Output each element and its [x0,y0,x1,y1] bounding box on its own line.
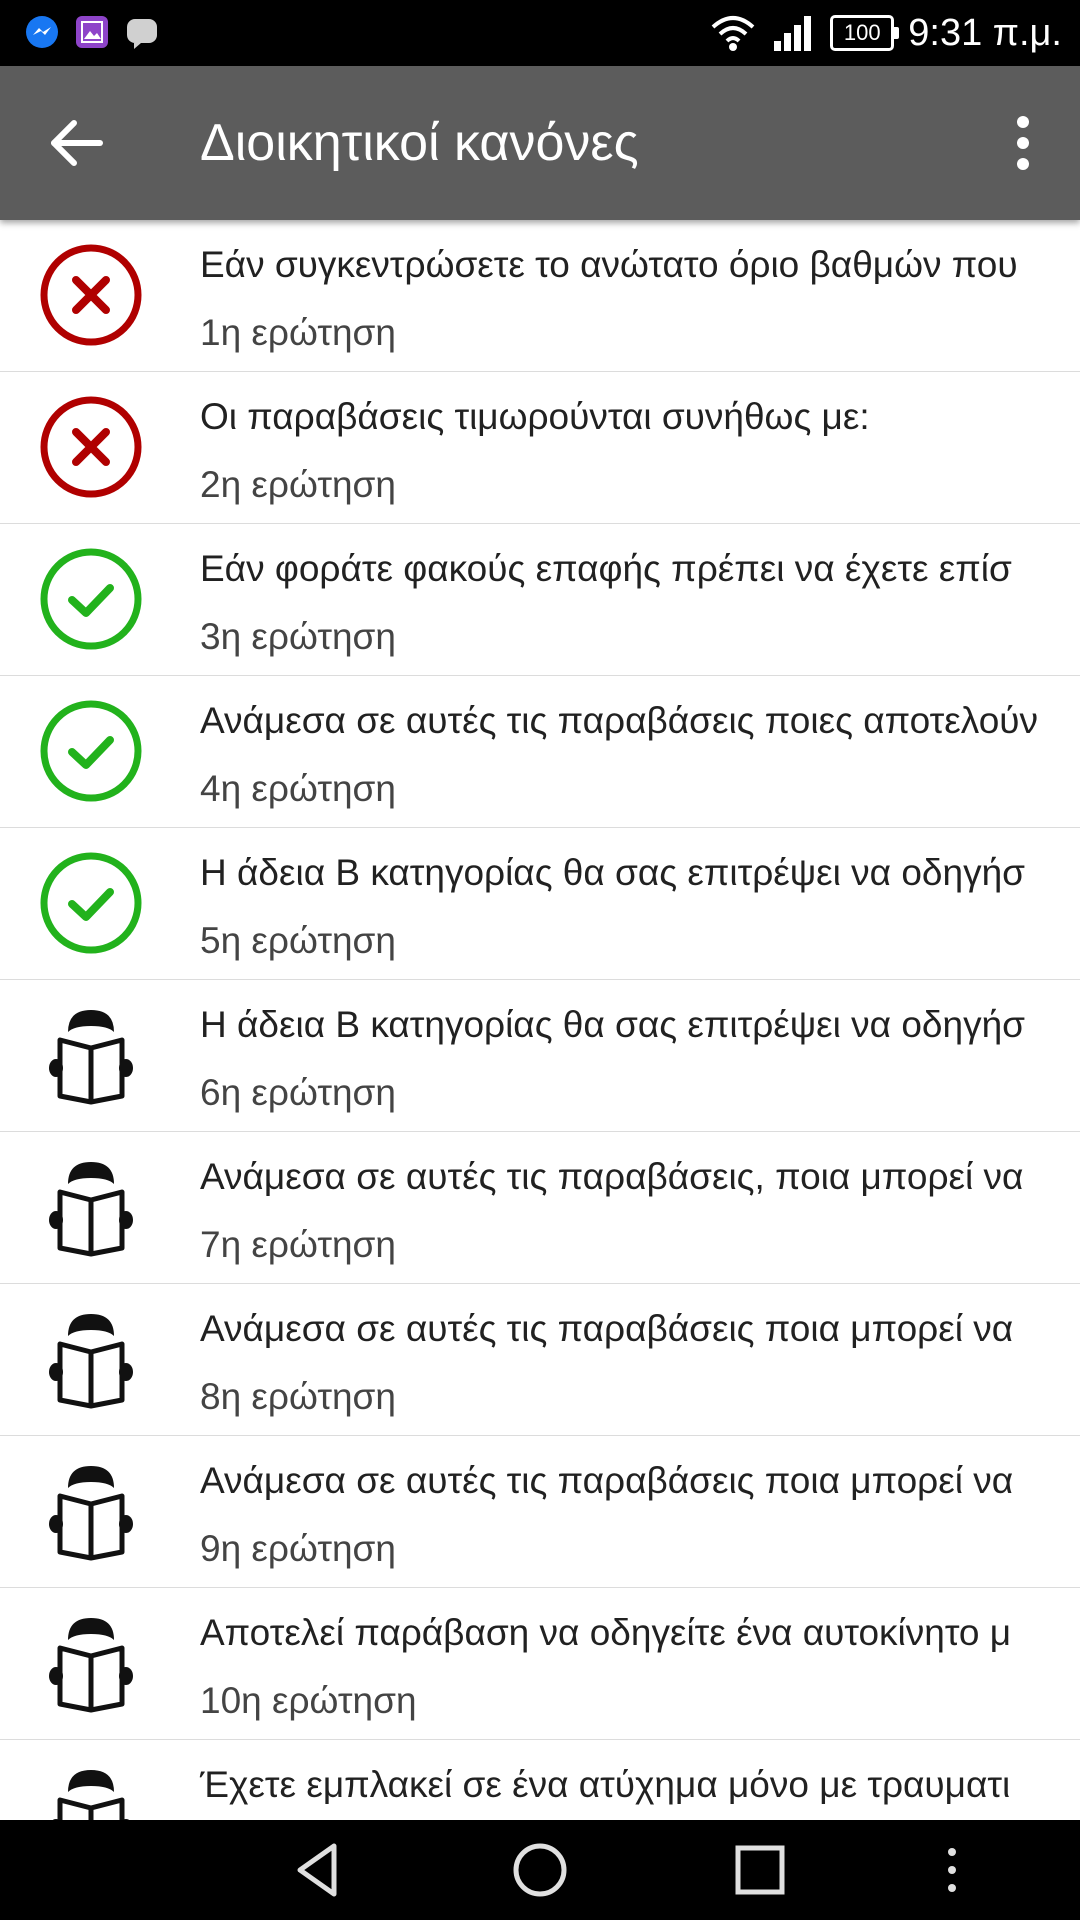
question-row[interactable] [0,524,1080,676]
correct-answer-icon [38,546,144,652]
nav-back-icon[interactable] [288,1838,352,1902]
wrong-answer-icon [38,242,144,348]
question-text: Έχετε εμπλακεί σε ένα ατύχημα μόνο με τραυματι [200,1764,1011,1805]
signal-icon [772,13,816,53]
reader-icon [38,1458,144,1564]
question-row[interactable] [0,828,1080,980]
question-number: 2η ερώτηση [200,464,396,505]
question-row[interactable] [0,1436,1080,1588]
question-number: 8η ερώτηση [200,1376,396,1417]
correct-answer-icon [38,850,144,956]
question-number: 9η ερώτηση [200,1528,396,1569]
question-number: 7η ερώτηση [200,1224,396,1265]
message-icon [124,14,160,50]
question-number: 3η ερώτηση [200,616,396,657]
gallery-icon [74,14,110,50]
question-row[interactable] [0,1132,1080,1284]
back-arrow-icon[interactable] [40,106,114,180]
nav-home-icon[interactable] [508,1838,572,1902]
correct-answer-icon [38,698,144,804]
nav-recents-icon[interactable] [728,1838,792,1902]
question-number: 4η ερώτηση [200,768,396,809]
question-number: 1η ερώτηση [200,312,396,353]
question-row[interactable] [0,980,1080,1132]
question-row[interactable] [0,1284,1080,1436]
wifi-icon [708,13,758,53]
reader-icon [38,1610,144,1716]
more-options-icon[interactable] [986,106,1060,180]
reader-icon [38,1002,144,1108]
battery-icon: 100 [830,15,894,51]
question-text: Ανάμεσα σε αυτές τις παραβάσεις ποια μπορεί να [200,1308,1014,1349]
question-text: Εάν φοράτε φακούς επαφής πρέπει να έχετε επίσ [200,548,1012,589]
question-row[interactable] [0,676,1080,828]
nav-menu-icon[interactable] [920,1838,984,1902]
question-text: Ανάμεσα σε αυτές τις παραβάσεις ποια μπορεί να [200,1460,1014,1501]
question-text: Εάν συγκεντρώσετε το ανώτατο όριο βαθμών που [200,244,1018,285]
wrong-answer-icon [38,394,144,500]
question-number: 5η ερώτηση [200,920,396,961]
app-bar [0,66,1080,220]
question-row[interactable] [0,1588,1080,1740]
question-text: Οι παραβάσεις τιμωρούνται συνήθως με: [200,396,870,437]
question-number: 10η ερώτηση [200,1680,417,1721]
status-bar [0,0,1080,66]
question-number: 6η ερώτηση [200,1072,396,1113]
question-text: Ανάμεσα σε αυτές τις παραβάσεις, ποια μπορεί να [200,1156,1024,1197]
question-row[interactable] [0,220,1080,372]
question-list[interactable] [0,220,1080,1820]
question-text: Ανάμεσα σε αυτές τις παραβάσεις ποιες αποτελούν [200,700,1039,741]
reader-icon [38,1306,144,1412]
question-text: Η άδεια Β κατηγορίας θα σας επιτρέψει να οδηγήσ [200,852,1026,893]
status-time: 9:31 π.μ. [908,11,1062,54]
reader-icon [38,1154,144,1260]
messenger-icon [24,14,60,50]
navigation-bar [0,1820,1080,1920]
question-text: Αποτελεί παράβαση να οδηγείτε ένα αυτοκίνητο μ [200,1612,1012,1653]
page-title: Διοικητικοί κανόνες [200,114,639,172]
question-text: Η άδεια Β κατηγορίας θα σας επιτρέψει να οδηγήσ [200,1004,1026,1045]
question-row[interactable] [0,372,1080,524]
